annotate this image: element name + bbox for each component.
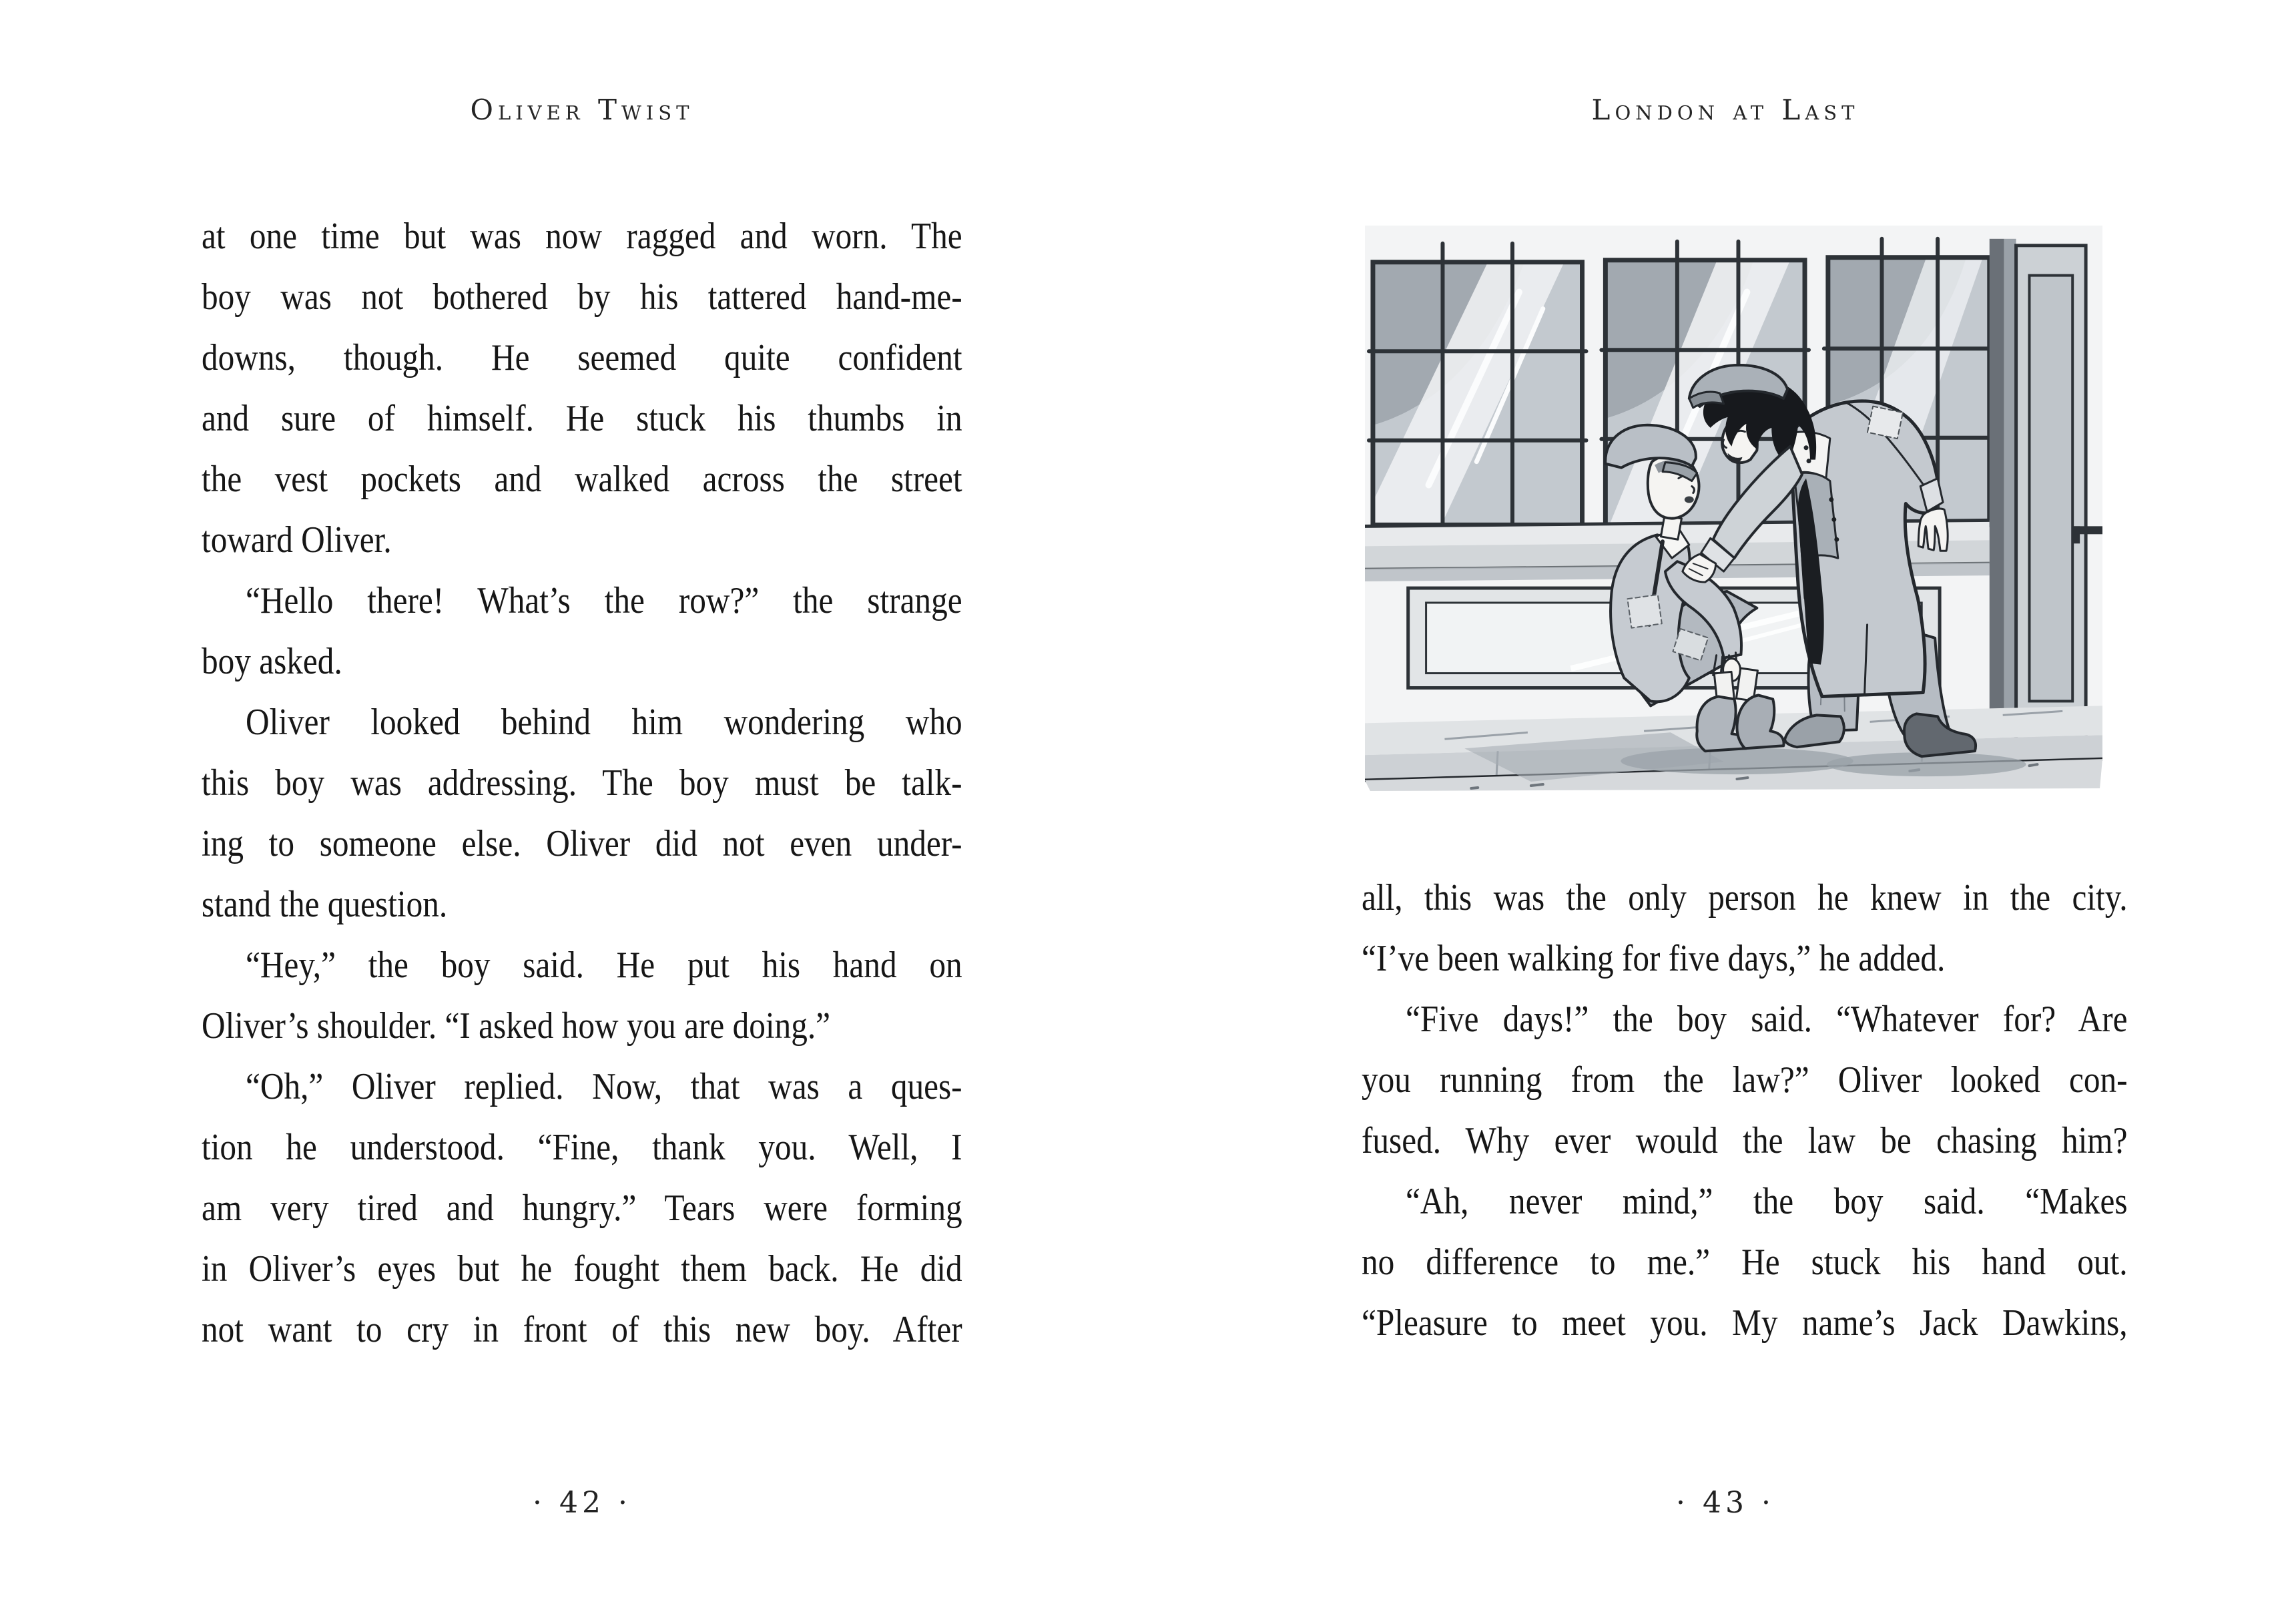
text-line: all, this was the only person he knew in the city. — [1362, 877, 2128, 918]
page-number-right: · 43 · — [1676, 1486, 1775, 1520]
running-head-left: Oliver Twist — [470, 93, 694, 126]
text-line: stand the question. — [202, 884, 448, 925]
text-line: “Pleasure to meet you. My name’s Jack Dawkins, — [1362, 1302, 2128, 1344]
running-head-right: London at Last — [1591, 93, 1859, 126]
text-line: ing to someone else. Oliver did not even under- — [202, 823, 962, 864]
text-line: at one time but was now ragged and worn. The — [202, 216, 962, 257]
door — [1990, 239, 2102, 741]
text-line: “Hello there! What’s the row?” the strange — [246, 580, 962, 621]
text-line: tion he understood. “Fine, thank you. Well, I — [202, 1127, 962, 1168]
text-line: “Oh,” Oliver replied. Now, that was a ques- — [246, 1066, 962, 1107]
text-line: not want to cry in front of this new boy. After — [202, 1309, 962, 1350]
text-line: and sure of himself. He stuck his thumbs in — [202, 398, 962, 439]
text-line: Oliver’s shoulder. “I asked how you are doing.” — [202, 1005, 831, 1047]
text-line: no difference to me.” He stuck his hand out. — [1362, 1242, 2128, 1283]
text-line: fused. Why ever would the law be chasing him? — [1362, 1120, 2128, 1161]
text-line: “Five days!” the boy said. “Whatever for? Are — [1406, 999, 2128, 1040]
text-line: boy asked. — [202, 641, 342, 682]
text-line: “I’ve been walking for five days,” he added. — [1362, 938, 1946, 979]
right-page-text — [1362, 868, 2128, 1354]
text-line: Oliver looked behind him wondering who — [246, 702, 962, 743]
text-line: am very tired and hungry.” Tears were forming — [202, 1187, 962, 1229]
text-line: you running from the law?” Oliver looked con- — [1362, 1059, 2128, 1101]
text-line: boy was not bothered by his tattered hand-me- — [202, 276, 962, 318]
text-line: “Hey,” the boy said. He put his hand on — [246, 945, 962, 986]
text-line: toward Oliver. — [202, 519, 392, 561]
text-line: downs, though. He seemed quite confident — [202, 337, 962, 378]
text-line: this boy was addressing. The boy must be talk- — [202, 762, 962, 804]
left-page-text — [202, 206, 962, 1360]
text-line: the vest pockets and walked across the street — [202, 459, 962, 500]
text-line: in Oliver’s eyes but he fought them back. He did — [202, 1248, 962, 1290]
page-number-left: · 42 · — [533, 1486, 631, 1520]
window-left — [1369, 244, 1587, 525]
illustration-svg — [1365, 199, 2102, 791]
story-illustration — [1365, 199, 2102, 791]
text-line: “Ah, never mind,” the boy said. “Makes — [1406, 1181, 2128, 1222]
